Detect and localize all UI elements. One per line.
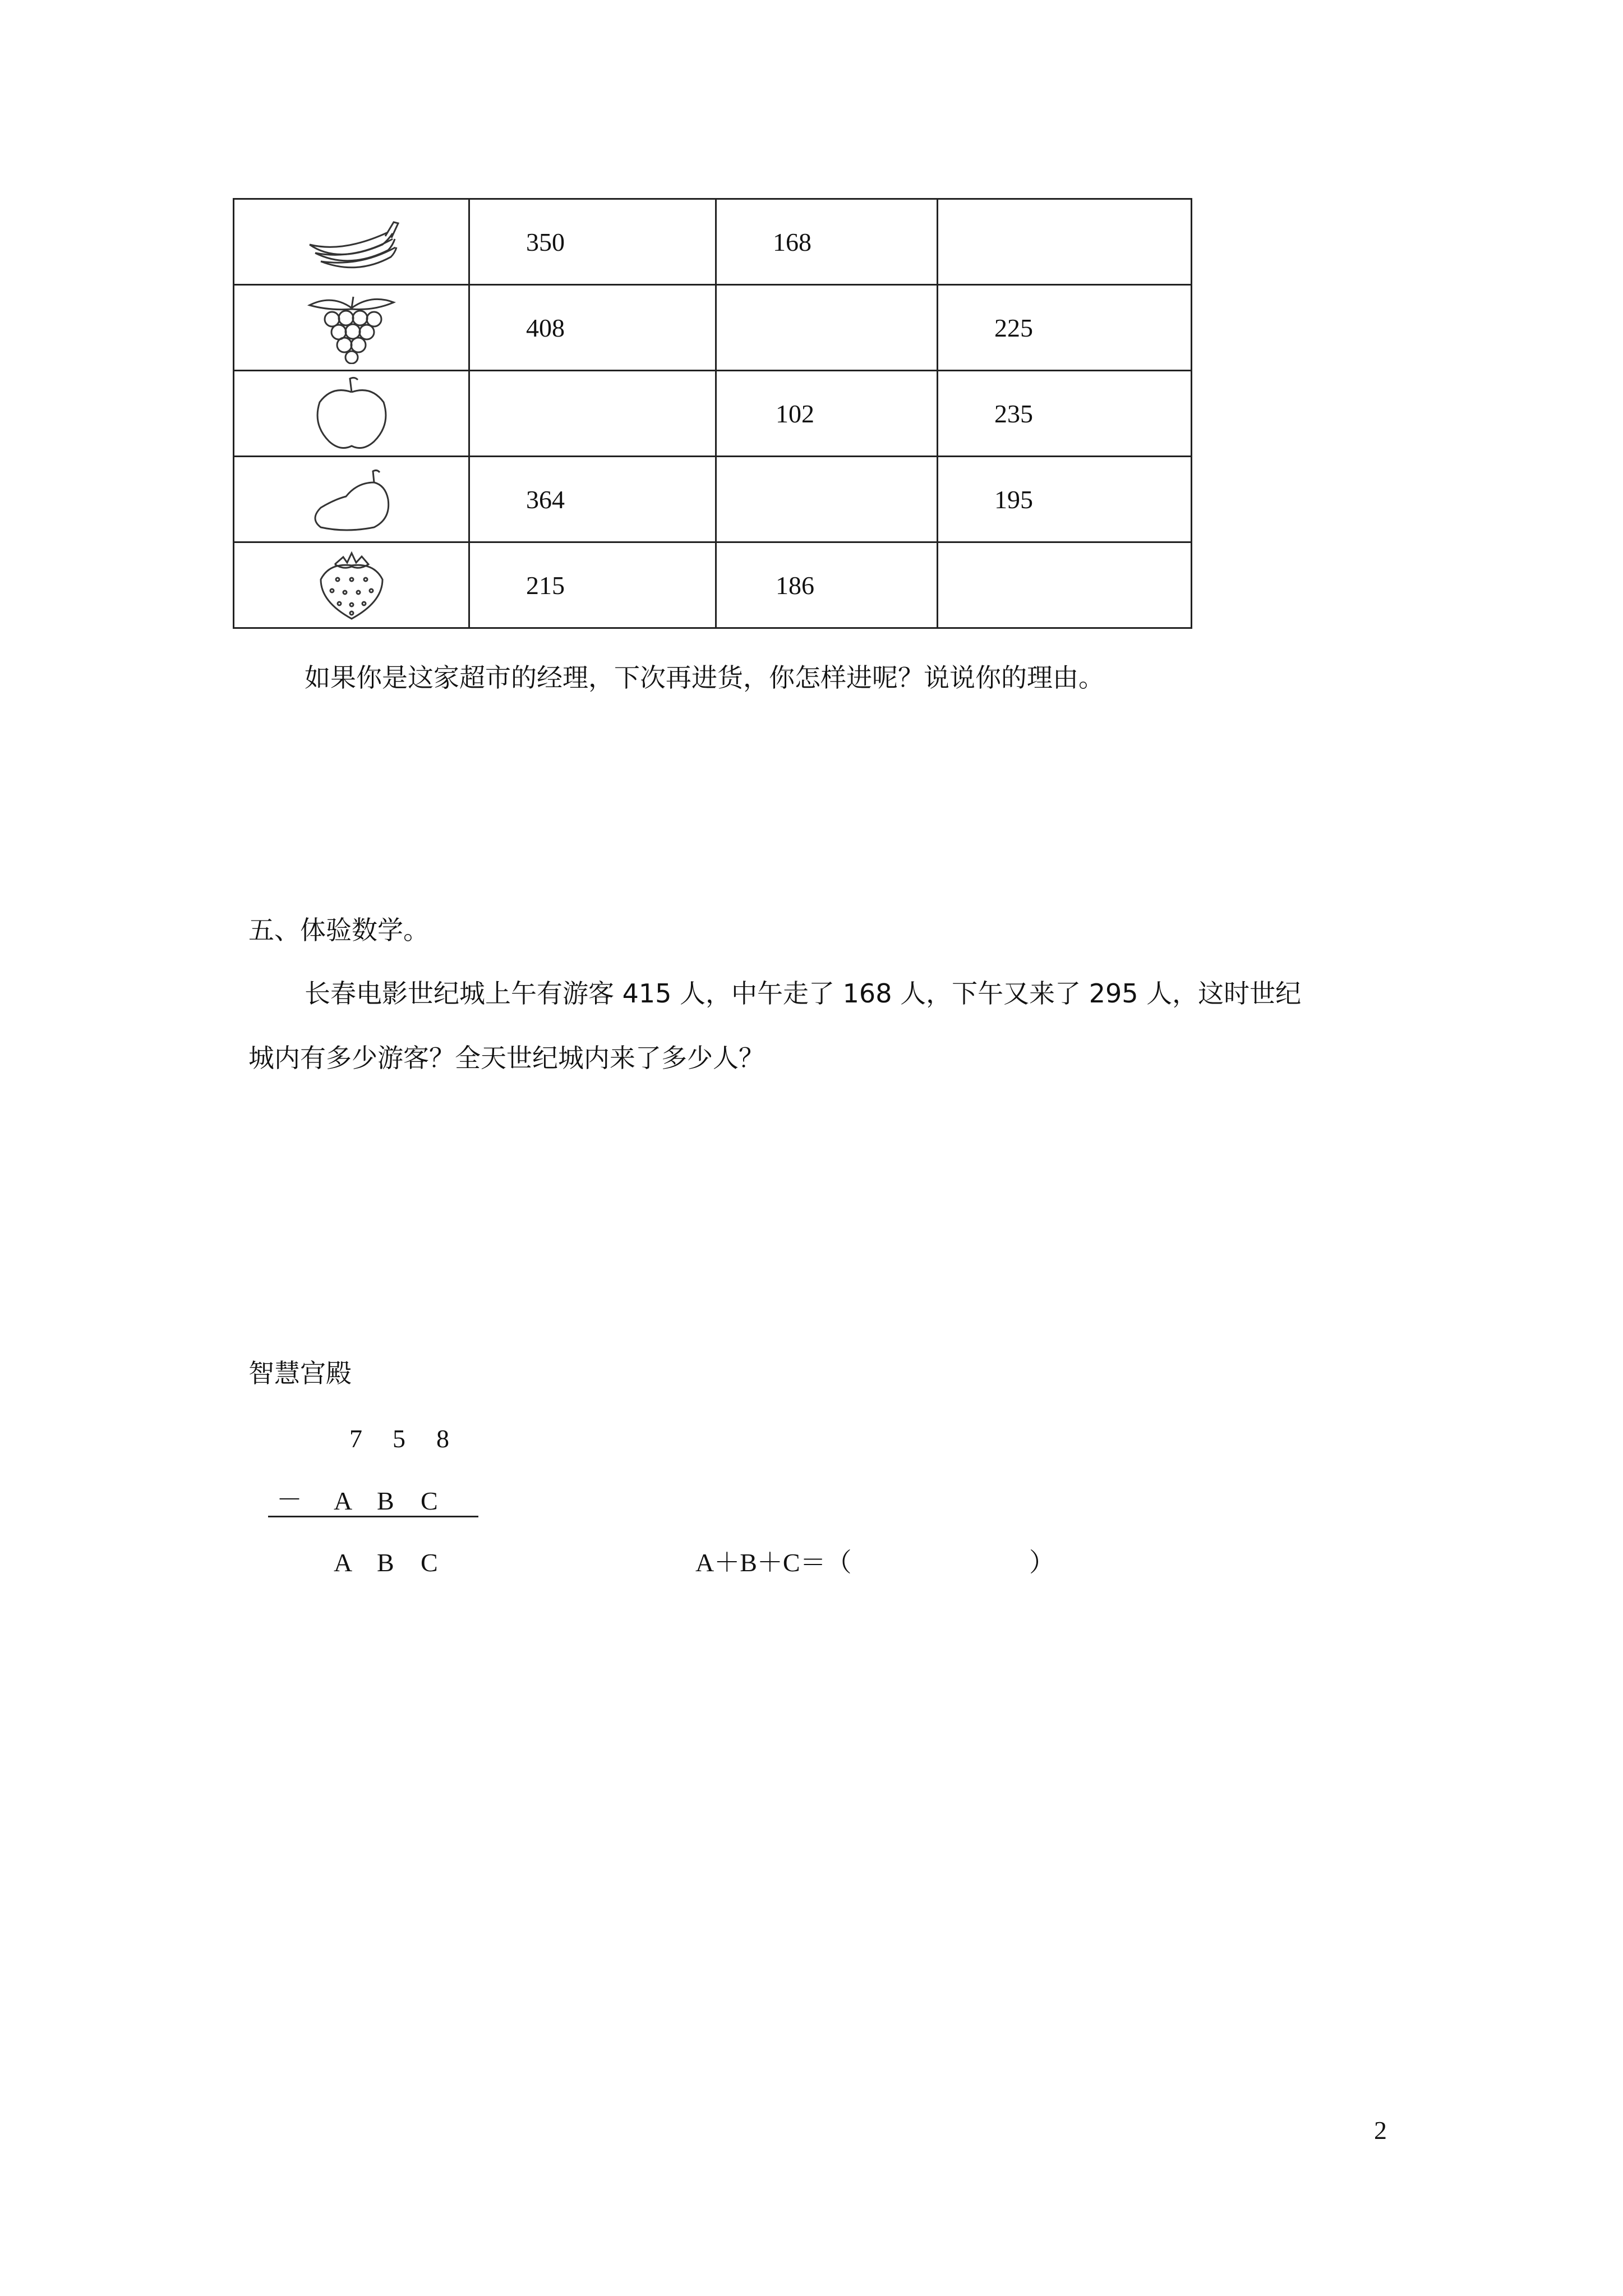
manager-question: 如果你是这家超市的经理，下次再进货，你怎样进呢？说说你的理由。	[305, 662, 1104, 693]
letter: A	[334, 1487, 353, 1515]
table-cell: 364	[469, 457, 716, 542]
page-number: 2	[1374, 2116, 1387, 2145]
wisdom-heading: 智慧宫殿	[248, 1358, 352, 1388]
table-cell: 225	[938, 285, 1192, 371]
table-cell: 408	[469, 285, 716, 371]
letter: C	[421, 1548, 438, 1577]
table-row	[234, 457, 1192, 542]
pear-icon	[307, 466, 396, 533]
apple-icon	[310, 374, 394, 453]
letter: C	[421, 1487, 438, 1515]
table-cell	[716, 457, 938, 542]
table-cell: 102	[716, 371, 938, 457]
section5-problem-line2: 城内有多少游客？全天世纪城内来了多少人？	[248, 1043, 764, 1073]
fruit-icon-cell	[234, 457, 469, 542]
grapes-icon	[304, 291, 399, 364]
table-cell	[938, 199, 1192, 285]
table-row	[234, 199, 1192, 285]
letter: B	[377, 1548, 394, 1577]
equation-close: ）	[1029, 1548, 1055, 1577]
section5-problem-line1: 长春电影世纪城上午有游客 415 人，中午走了 168 人，下午又来了 295 人，这时世纪	[305, 978, 1302, 1009]
table-cell: 350	[469, 199, 716, 285]
table-cell: 168	[716, 199, 938, 285]
letter: B	[377, 1487, 394, 1515]
fruit-sales-table	[233, 198, 1192, 629]
equation: A＋B＋C＝（	[695, 1548, 852, 1577]
minus-sign: －	[276, 1484, 302, 1515]
table-row	[234, 285, 1192, 371]
table-cell: 235	[938, 371, 1192, 457]
section5-heading: 五、体验数学。	[248, 915, 429, 945]
digit: 7	[349, 1424, 362, 1453]
table-cell: 195	[938, 457, 1192, 542]
table-cell	[938, 542, 1192, 628]
table-cell	[716, 285, 938, 371]
letter: A	[334, 1548, 353, 1577]
table-cell: 215	[469, 542, 716, 628]
fruit-icon-cell	[234, 371, 469, 457]
digit: 5	[393, 1424, 405, 1453]
fruit-icon-cell	[234, 542, 469, 628]
table-cell	[469, 371, 716, 457]
digit: 8	[436, 1424, 449, 1453]
table-cell: 186	[716, 542, 938, 628]
fruit-icon-cell	[234, 285, 469, 371]
underline	[268, 1516, 478, 1517]
table-row	[234, 371, 1192, 457]
table-row	[234, 542, 1192, 628]
strawberry-icon	[312, 549, 391, 622]
banana-icon	[304, 211, 399, 273]
fruit-icon-cell	[234, 199, 469, 285]
